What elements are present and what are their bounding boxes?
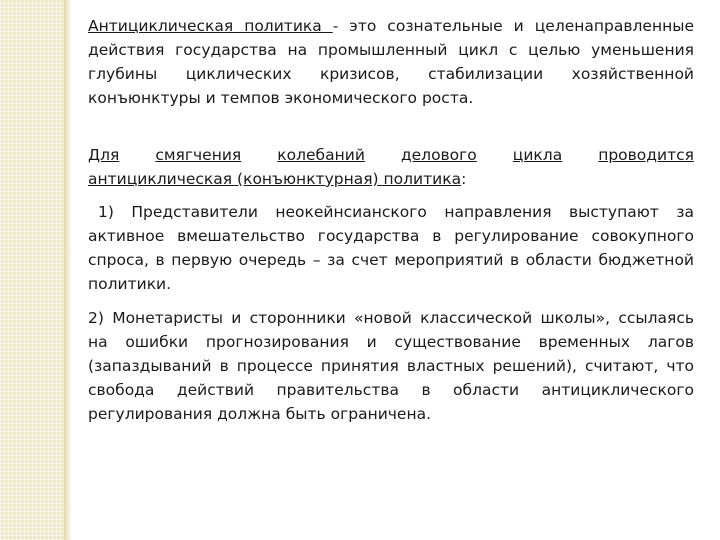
- policy-term: антициклическая (конъюнктурная) политика: [88, 170, 462, 188]
- intro-word-1: Для: [88, 146, 120, 164]
- intro-word-6: проводится: [598, 146, 694, 164]
- definition-paragraph: [88, 14, 694, 110]
- side-band-edge: [64, 0, 72, 540]
- slide-content: [88, 14, 694, 426]
- term-heading: Антициклическая политика: [88, 17, 333, 35]
- intro-paragraph: [88, 143, 694, 191]
- intro-word-2: смягчения: [155, 146, 242, 164]
- intro-word-4: делового: [400, 146, 477, 164]
- intro-colon: :: [461, 170, 467, 188]
- intro-word-5: цикла: [512, 146, 563, 164]
- point-1-paragraph: 1) Представители неокейнсианского направления выступают за активное вмешательство государства в регулирование совокупного спроса, в первую очередь – за счет мероприятий в области бюджетной политики.: [88, 203, 694, 293]
- definition-text: - это сознательные и целенаправленные действия государства на промышленный цикл с целью уменьшения глубины циклических кризисов, стабилизации хозяйственной конъюнктуры и темпов экономического роста.: [88, 17, 694, 107]
- decorative-side-band: [0, 0, 64, 540]
- intro-line-2: [88, 167, 694, 191]
- intro-word-3: колебаний: [277, 146, 365, 164]
- point-2-paragraph: 2) Монетаристы и сторонники «новой классической школы», ссылаясь на ошибки прогнозирования и существование временных лагов (запаздываний в процессе принятия властных решений), считают, что свобода действий правительства в области антициклического регулирования должна быть ограничена.: [88, 309, 694, 423]
